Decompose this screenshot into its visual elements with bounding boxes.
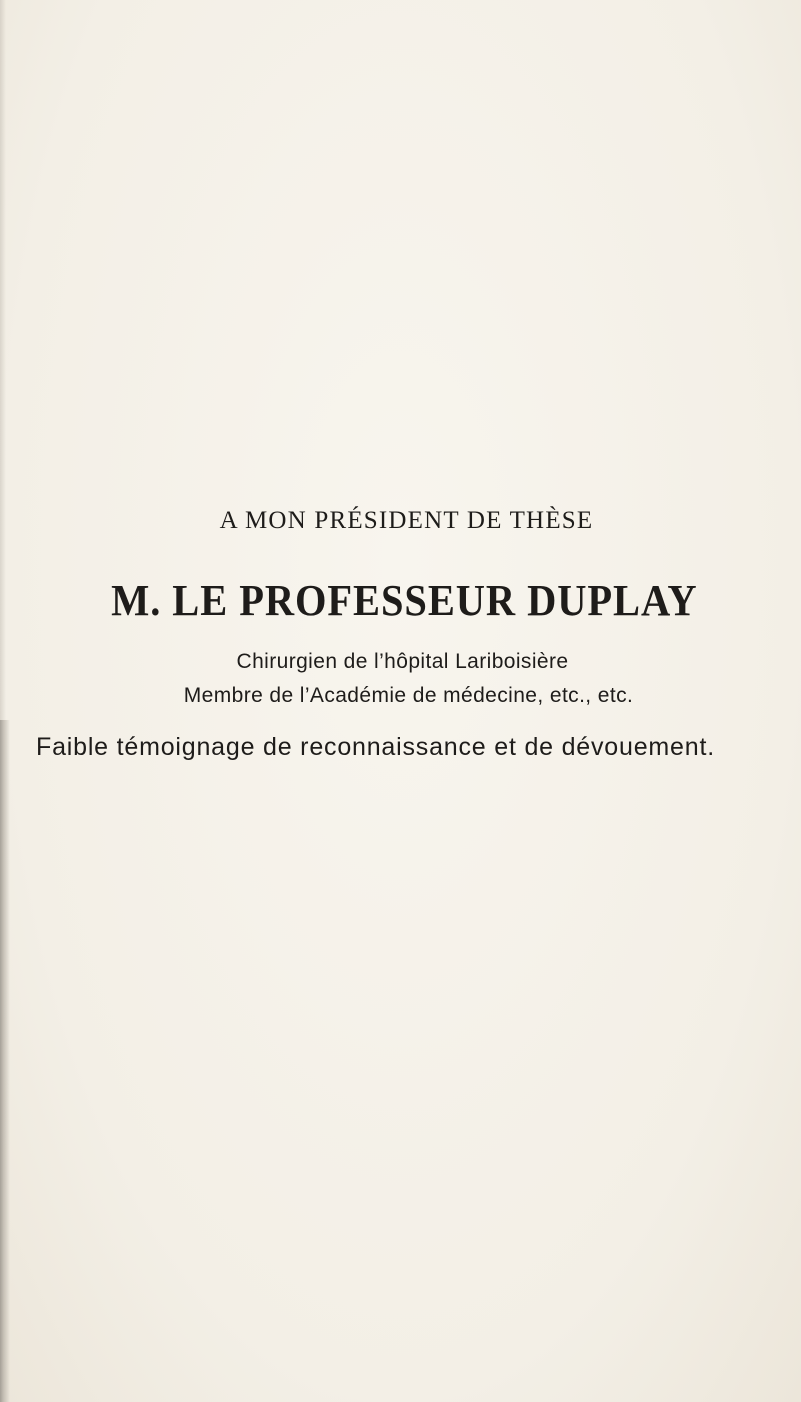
binding-shadow [0,720,10,1402]
professor-title-surgeon: Chirurgien de l’hôpital Lariboisière [236,650,569,673]
dedication-heading: A MON PRÉSIDENT DE THÈSE [219,507,594,534]
professor-title-academy: Membre de l’Académie de médecine, etc., etc. [183,684,634,707]
page-edge-shadow [0,0,6,720]
professor-name: M. LE PROFESSEUR DUPLAY [111,576,698,625]
homage-line: Faible témoignage de reconnaissance et de dévouement. [36,733,715,761]
